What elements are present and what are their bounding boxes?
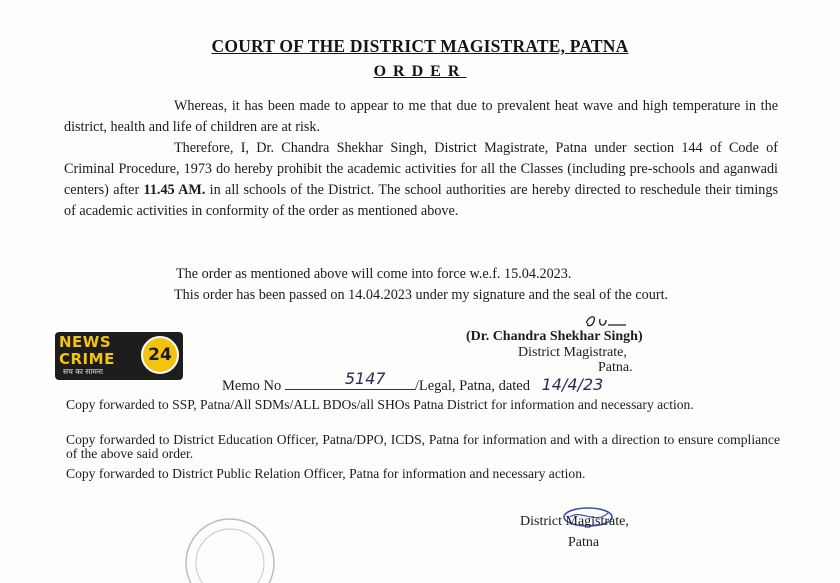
signatory-place: Patna. xyxy=(598,360,633,375)
memo-suffix: /Legal, Patna, dated xyxy=(414,378,530,394)
signatory-designation: District Magistrate, xyxy=(518,344,627,360)
paragraph-therefore-text-2: in all schools of the District. The school authorities are hereby directed to reschedule their timings of academic activities in conformity of the order as mentioned above. xyxy=(64,182,778,219)
paragraph-therefore xyxy=(64,138,778,222)
logo-number-badge xyxy=(141,336,179,374)
copy-forward-police: Copy forwarded to SSP, Patna/All SDMs/ALL BDOs/all SHOs Patna District for information and necessary action. xyxy=(66,397,694,412)
paragraph-whereas: Whereas, it has been made to appear to me that due to prevalent heat wave and high temperature in the district, health and life of children are at risk. xyxy=(64,98,778,135)
memo-date: 14/4/23 xyxy=(541,375,604,394)
news-crime-24-logo xyxy=(55,332,183,380)
signature-block xyxy=(466,329,756,376)
logo-word-news: NEWS xyxy=(59,333,112,351)
logo-number: 24 xyxy=(148,345,172,365)
logo-word-crime: CRIME xyxy=(59,350,115,368)
copy-forward-education: Copy forwarded to District Education Officer, Patna/DPO, ICDS, Patna for information and with a direction to ensure compliance of the above said order. xyxy=(66,432,780,461)
logo-tagline: सच का सामना xyxy=(63,367,103,376)
memo-number-field xyxy=(285,369,415,390)
paragraph-therefore-text-1: Therefore, I, Dr. Chandra Shekhar Singh, District Magistrate, Patna under section 144 of Code of Criminal Procedure, 1973 do hereby prohibit the academic activities for all the Classes (including pre-schools and aganwadi centers) after xyxy=(64,140,778,198)
footer-designation: District Magistrate, xyxy=(520,514,629,529)
memo-number: 5147 xyxy=(344,369,386,388)
paragraph-effective-date: The order as mentioned above will come into force w.e.f. 15.04.2023. xyxy=(176,266,572,282)
memo-label: Memo No xyxy=(222,378,282,394)
footer-place: Patna xyxy=(568,535,600,550)
document-subtitle: ORDER xyxy=(373,63,467,80)
document-title: COURT OF THE DISTRICT MAGISTRATE, PATNA xyxy=(211,36,629,56)
memo-line xyxy=(222,369,604,395)
cutoff-time: 11.45 AM. xyxy=(143,182,206,198)
court-seal-stamp xyxy=(170,503,290,583)
paragraph-passed-on: This order has been passed on 14.04.2023 under my signature and the seal of the court. xyxy=(174,287,669,303)
copy-forward-pr: Copy forwarded to District Public Relation Officer, Patna for information and necessary action. xyxy=(66,466,586,481)
signatory-name: (Dr. Chandra Shekhar Singh) xyxy=(466,329,643,344)
